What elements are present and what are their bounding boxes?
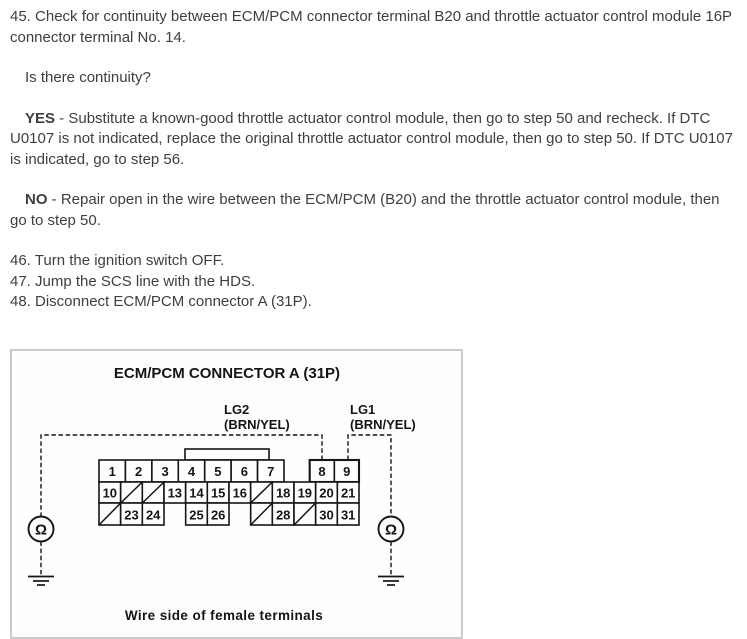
connector-diagram: [12, 351, 461, 637]
pin-label-21: 21: [340, 485, 356, 501]
pin-label-23: 23: [124, 507, 139, 523]
pin-label-1: 1: [108, 464, 116, 479]
pin-label-10: 10: [102, 485, 118, 501]
pin-label-4: 4: [187, 464, 196, 479]
pin-label-26: 26: [210, 507, 226, 523]
yes-answer: [10, 109, 739, 171]
connector-key-bump: [185, 449, 269, 460]
ohm-symbol-left: Ω: [34, 521, 48, 539]
yes-label: YES: [25, 109, 56, 127]
pin-label-3: 3: [161, 464, 169, 479]
pin-label-14: 14: [189, 485, 204, 501]
pin-label-7: 7: [267, 464, 275, 479]
pin-label-13: 13: [167, 485, 183, 501]
wire-lg2-name: LG2: [224, 402, 250, 417]
pin-label-15: 15: [210, 485, 226, 501]
pin-label-20: 20: [319, 485, 334, 501]
wire-label-lg2: [224, 402, 290, 432]
pin-label-24: 24: [145, 507, 161, 523]
figure-caption: Wire side of female terminals: [124, 608, 324, 623]
pin-label-28: 28: [275, 507, 291, 523]
pin-label-19: 19: [297, 485, 313, 501]
wire-label-lg1: [350, 402, 416, 432]
wire-lg2-color: (BRN/YEL): [224, 417, 290, 432]
pin-label-18: 18: [275, 485, 291, 501]
step-45: 45. Check for continuity between ECM/PCM connector terminal B20 and throttle actuator control module 16P connector terminal No. 14.: [10, 8, 732, 46]
wire-lg1-name: LG1: [350, 402, 376, 417]
no-label: NO: [25, 191, 48, 208]
pin-label-30: 30: [319, 507, 334, 523]
step-46: 46. Turn the ignition switch OFF.: [10, 252, 225, 269]
pin-label-6: 6: [240, 464, 249, 479]
step-47: 47. Jump the SCS line with the HDS.: [10, 272, 256, 290]
no-answer: [10, 190, 739, 231]
connector-diagram-figure: [10, 349, 463, 639]
pin-label-2: 2: [134, 464, 143, 479]
ground-symbol-right: [378, 577, 404, 586]
step-48: 48. Disconnect ECM/PCM connector A (31P).: [10, 293, 312, 310]
pin-label-9: 9: [343, 464, 351, 479]
ground-symbol-left: [28, 577, 54, 586]
yes-text: - Substitute a known-good throttle actuator control module, then go to step 50 and recheck. If DTC U0107 is not indicated, replace the original throttle actuator control module, then go to step 50. If DTC U0107 is indicated, go to step 56.: [10, 109, 733, 168]
figure-title: ECM/PCM CONNECTOR A (31P): [113, 365, 341, 382]
ohmmeter-right: [379, 517, 404, 542]
pin-label-5: 5: [214, 464, 222, 479]
no-text: - Repair open in the wire between the ECM/PCM (B20) and the throttle actuator control module, then go to step 50.: [10, 191, 720, 229]
pin-label-25: 25: [189, 507, 204, 523]
pin-label-31: 31: [340, 507, 356, 523]
pin-label-16: 16: [232, 485, 248, 501]
wire-lg1-color: (BRN/YEL): [350, 417, 416, 432]
ohmmeter-left: [29, 517, 54, 542]
pin-label-8: 8: [318, 464, 326, 479]
continuity-question: Is there continuity?: [25, 69, 151, 86]
ohm-symbol-right: Ω: [384, 521, 398, 539]
procedure-text: [10, 7, 739, 313]
